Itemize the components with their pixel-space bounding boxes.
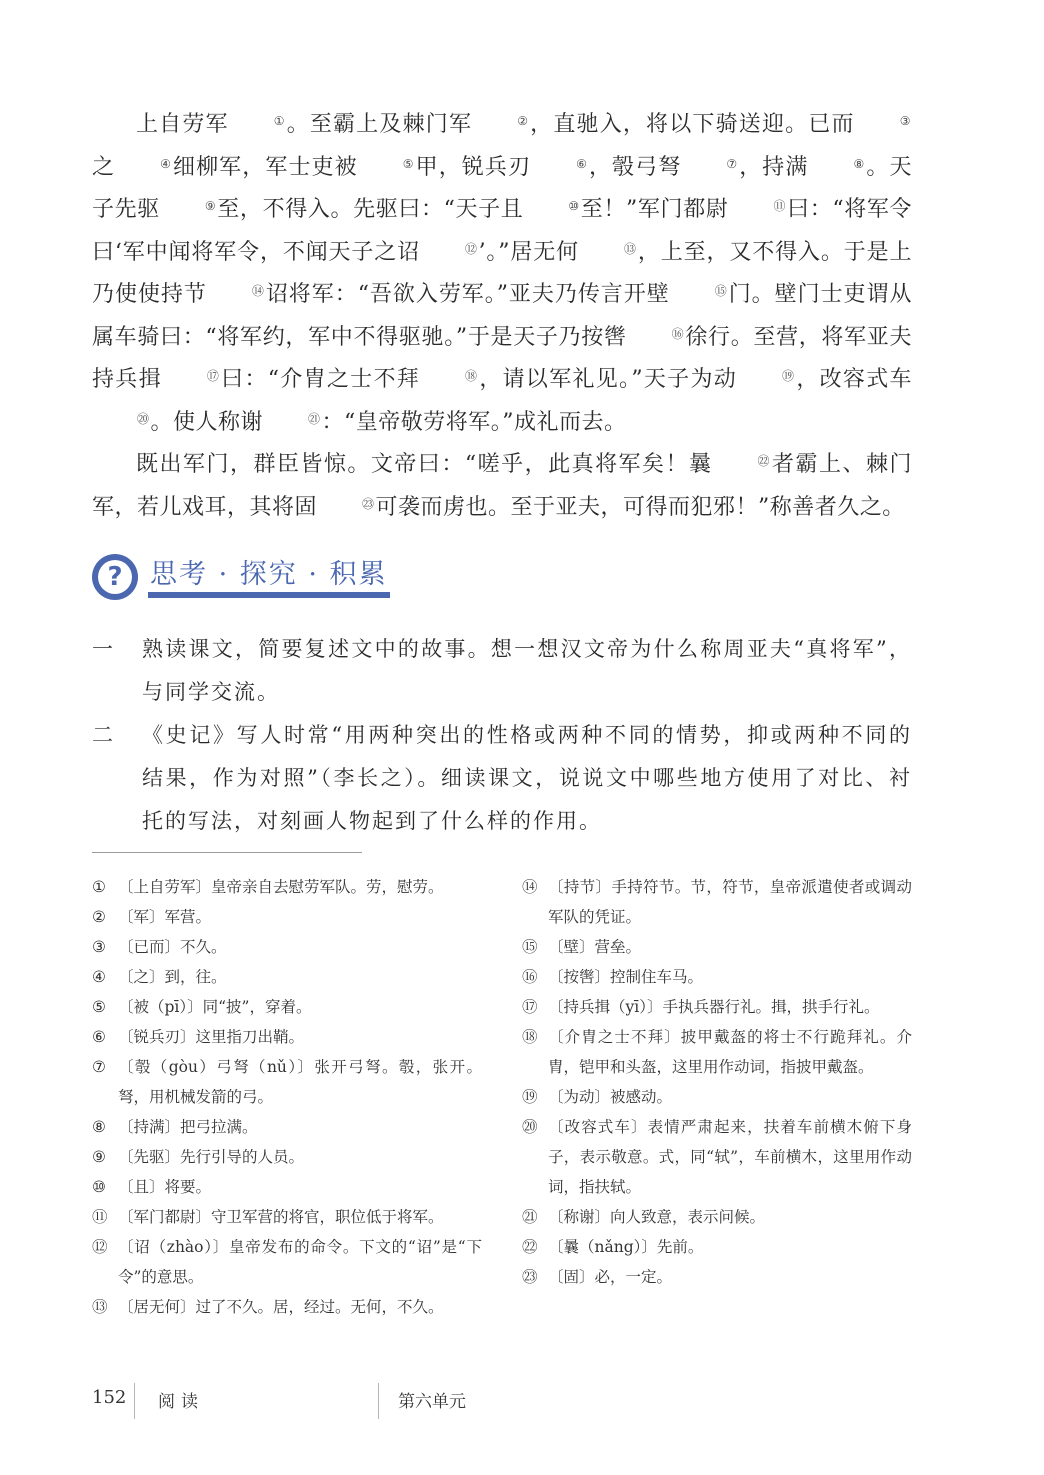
text-segment: ，持满 <box>738 154 809 180</box>
footer-separator <box>134 1383 135 1419</box>
footnote-reference: ② <box>517 114 529 128</box>
footnote-text: 〔锐兵刃〕这里指刀出鞘。 <box>118 1028 305 1046</box>
footnote-reference: ㉓ <box>362 496 375 511</box>
footnote-item <box>92 932 482 962</box>
footnote-text: 〔持满〕把弓拉满。 <box>118 1118 258 1136</box>
text-segment: 既出军门，群臣皆惊。文帝曰：“嗟乎，此真将军矣！曩 <box>136 452 713 477</box>
footer-section-label: 阅读 <box>158 1392 204 1412</box>
text-segment: 之 <box>92 154 116 180</box>
footnote-item <box>92 1292 482 1322</box>
footnote-number: ㉑ <box>522 1208 538 1226</box>
footnote-item <box>522 1112 912 1202</box>
footnote-number: ⑯ <box>522 968 538 986</box>
question-text: 《史记》写人时常“用两种突出的性格或两种不同的情势，抑或两种不同的结果，作为对照”（李长之）。细读课文，说说文中哪些地方使用了对比、衬托的写法，对刻画人物起到了什么样的作用。 <box>142 723 912 833</box>
footnote-text: 〔已而〕不久。 <box>118 938 227 956</box>
paragraph-2 <box>92 444 912 529</box>
page-number: 152 <box>92 1387 127 1408</box>
footnote-text: 〔居无何〕过了不久。居，经过。无何，不久。 <box>118 1298 444 1316</box>
footnote-reference: ㉒ <box>757 454 771 468</box>
footnote-number: ⑬ <box>92 1298 108 1316</box>
footnote-text: 〔被（pī）〕同“披”，穿着。 <box>118 998 312 1016</box>
footnote-reference: ⑦ <box>726 156 738 171</box>
section-title: 思考 · 探究 · 积累 <box>150 559 388 590</box>
footnote-reference: ⑧ <box>853 156 865 171</box>
footnote-number: ⑩ <box>92 1178 106 1196</box>
section-header <box>92 548 392 604</box>
footnote-item <box>92 1052 482 1112</box>
footnote-reference: ⑨ <box>204 199 217 213</box>
footnote-reference: ① <box>273 114 286 128</box>
text-segment: 。至霸上及棘门军 <box>286 112 473 137</box>
text-segment: 门。壁门士吏谓从属车骑曰：“将军约，军中不得驱驰。”于是天子乃按辔 <box>92 282 912 350</box>
footnote-item <box>522 872 912 932</box>
footnote-item <box>522 932 912 962</box>
footnote-item <box>522 1202 912 1232</box>
footnote-number: ⑭ <box>522 878 538 896</box>
footnote-item <box>92 992 482 1022</box>
footnote-reference: ④ <box>160 156 172 171</box>
text-segment: ’。”居无何 <box>478 239 580 265</box>
section-underline <box>148 592 390 598</box>
text-segment: 诏将军：“吾欲入劳军。”亚夫乃传言开壁 <box>265 282 670 307</box>
footnote-text: 〔按辔〕控制住车马。 <box>548 968 704 986</box>
question-text: 熟读课文，简要复述文中的故事。想一想汉文帝为什么称周亚夫“真将军”，与同学交流。 <box>142 637 912 704</box>
footnote-text: 〔为动〕被感动。 <box>548 1088 673 1106</box>
question-item <box>92 628 912 714</box>
footnote-number: ⑨ <box>92 1148 106 1166</box>
text-segment: 上自劳军 <box>136 112 229 137</box>
footnote-number: ⑲ <box>522 1088 538 1106</box>
page-footer <box>92 1383 912 1423</box>
footnote-reference: ⑲ <box>782 369 795 383</box>
footnote-text: 〔曩（nǎng）〕先前。 <box>548 1238 704 1256</box>
footnote-item <box>92 872 482 902</box>
footnote-reference: ③ <box>899 114 911 128</box>
footnote-number: ⑧ <box>92 1118 106 1136</box>
footnote-item <box>522 962 912 992</box>
footnote-item <box>522 992 912 1022</box>
footnote-number: ⑳ <box>522 1118 538 1136</box>
text-segment: ，改容式车 <box>795 367 913 392</box>
footnote-item <box>522 1022 912 1082</box>
footnote-text: 〔军〕军营。 <box>118 908 212 926</box>
text-segment: ，上至，又不得入。于是上乃使使持节 <box>92 239 912 307</box>
footnote-number: ⑮ <box>522 938 538 956</box>
footnote-item <box>92 1172 482 1202</box>
footnotes-left-column <box>92 872 482 1322</box>
footnote-number: ④ <box>92 968 106 986</box>
paragraph-1 <box>92 104 912 444</box>
text-segment: 者霸上、棘门军，若儿戏耳，其将固 <box>92 452 912 520</box>
main-text <box>92 104 912 529</box>
footnote-item <box>92 1232 482 1292</box>
footnote-number: ⑫ <box>92 1238 108 1256</box>
footnote-reference: ⑮ <box>714 284 728 298</box>
question-list <box>92 628 912 843</box>
text-segment: 。使人称谢 <box>150 409 264 435</box>
footnote-reference: ⑭ <box>251 284 265 298</box>
text-segment: 曰：“介胄之士不拜 <box>220 367 421 392</box>
footnote-item <box>92 1112 482 1142</box>
text-segment: ，彀弓弩 <box>588 154 682 180</box>
footnote-number: ㉒ <box>522 1238 538 1256</box>
footnote-item <box>522 1262 912 1292</box>
text-segment: 甲，锐兵刃 <box>415 154 532 180</box>
footnote-item <box>522 1082 912 1112</box>
question-number: 一 <box>92 637 115 661</box>
footnote-divider <box>92 852 362 853</box>
footnote-item <box>522 1232 912 1262</box>
footnote-number: ⑪ <box>92 1208 108 1226</box>
footnote-number: ③ <box>92 938 106 956</box>
footnote-reference: ⑬ <box>624 241 637 256</box>
footnote-reference: ⑤ <box>402 156 415 171</box>
text-segment: 。天子先驱 <box>92 154 912 222</box>
footnote-number: ⑥ <box>92 1028 106 1046</box>
footnote-text: 〔彀（gòu）弓弩（nǔ）〕张开弓弩。彀，张开。弩，用机械发箭的弓。 <box>118 1058 482 1106</box>
footnote-text: 〔上自劳军〕皇帝亲自去慰劳军队。劳，慰劳。 <box>118 878 444 896</box>
footnote-item <box>92 1022 482 1052</box>
footnote-number: ⑰ <box>522 998 538 1016</box>
question-item <box>92 714 912 843</box>
text-segment: ，请以军礼见。”天子为动 <box>478 367 738 392</box>
text-segment: 徐行。至营，将军亚夫持兵揖 <box>92 324 912 392</box>
footnote-text: 〔先驱〕先行引导的人员。 <box>118 1148 305 1166</box>
footnote-item <box>92 962 482 992</box>
text-segment: 至！”军门都尉 <box>580 197 729 222</box>
footnote-text: 〔壁〕营垒。 <box>548 938 642 956</box>
text-segment: 细柳军，军士吏被 <box>172 154 358 180</box>
footnote-text: 〔持兵揖（yī）〕手执兵器行礼。揖，拱手行礼。 <box>548 998 880 1016</box>
question-number: 二 <box>92 723 115 747</box>
footnote-text: 〔改容式车〕表情严肃起来，扶着车前横木俯下身子，表示敬意。式，同“轼”，车前横木，这里用作动词，指扶轼。 <box>548 1118 912 1196</box>
question-mark-icon: ? <box>92 554 138 600</box>
footnote-item <box>92 1142 482 1172</box>
footnote-number: ⑦ <box>92 1058 106 1076</box>
footnote-number: ⑱ <box>522 1028 538 1046</box>
footnote-text: 〔军门都尉〕守卫军营的将官，职位低于将军。 <box>118 1208 444 1226</box>
footnote-item <box>92 902 482 932</box>
footnote-text: 〔诏（zhào）〕皇帝发布的命令。下文的“诏”是“下令”的意思。 <box>118 1238 482 1286</box>
footnote-text: 〔称谢〕向人致意，表示问候。 <box>548 1208 766 1226</box>
footnote-reference: ⑫ <box>465 241 478 256</box>
text-segment: 可袭而虏也。至于亚夫，可得而犯邪！”称善者久之。 <box>375 494 905 520</box>
footnote-reference: ⑪ <box>773 199 786 213</box>
footnote-reference: ⑱ <box>465 369 478 383</box>
footnote-text: 〔固〕必，一定。 <box>548 1268 673 1286</box>
footnotes-right-column <box>522 872 912 1292</box>
footnote-text: 〔且〕将要。 <box>118 1178 212 1196</box>
footnote-number: ㉓ <box>522 1268 538 1286</box>
footnote-number: ① <box>92 878 106 896</box>
footnote-reference: ⑰ <box>206 369 220 383</box>
footnote-text: 〔持节〕手持符节。节，符节，皇帝派遣使者或调动军队的凭证。 <box>548 878 912 926</box>
text-segment: ：“皇帝敬劳将军。”成礼而去。 <box>321 409 627 435</box>
footnote-reference: ⑯ <box>671 326 685 341</box>
footnote-item <box>92 1202 482 1232</box>
footnote-reference: ㉑ <box>308 411 321 426</box>
footnote-reference: ⑥ <box>576 156 588 171</box>
footnote-number: ⑤ <box>92 998 106 1016</box>
footnote-reference: ⑳ <box>137 411 150 426</box>
text-segment: ，直驰入，将以下骑送迎。已而 <box>529 112 855 137</box>
text-segment: 至，不得入。先驱曰：“天子且 <box>217 197 524 222</box>
footnote-reference: ⑩ <box>568 199 580 213</box>
footer-separator <box>378 1383 379 1419</box>
footnote-text: 〔之〕到，往。 <box>118 968 227 986</box>
footer-unit-label: 第六单元 <box>398 1392 466 1412</box>
footnote-number: ② <box>92 908 106 926</box>
footnote-text: 〔介胄之士不拜〕披甲戴盔的将士不行跪拜礼。介胄，铠甲和头盔，这里用作动词，指披甲戴盔。 <box>548 1028 912 1076</box>
text-segment: 曰：“将军令曰‘军中闻将军令，不闻天子之诏 <box>92 197 913 265</box>
